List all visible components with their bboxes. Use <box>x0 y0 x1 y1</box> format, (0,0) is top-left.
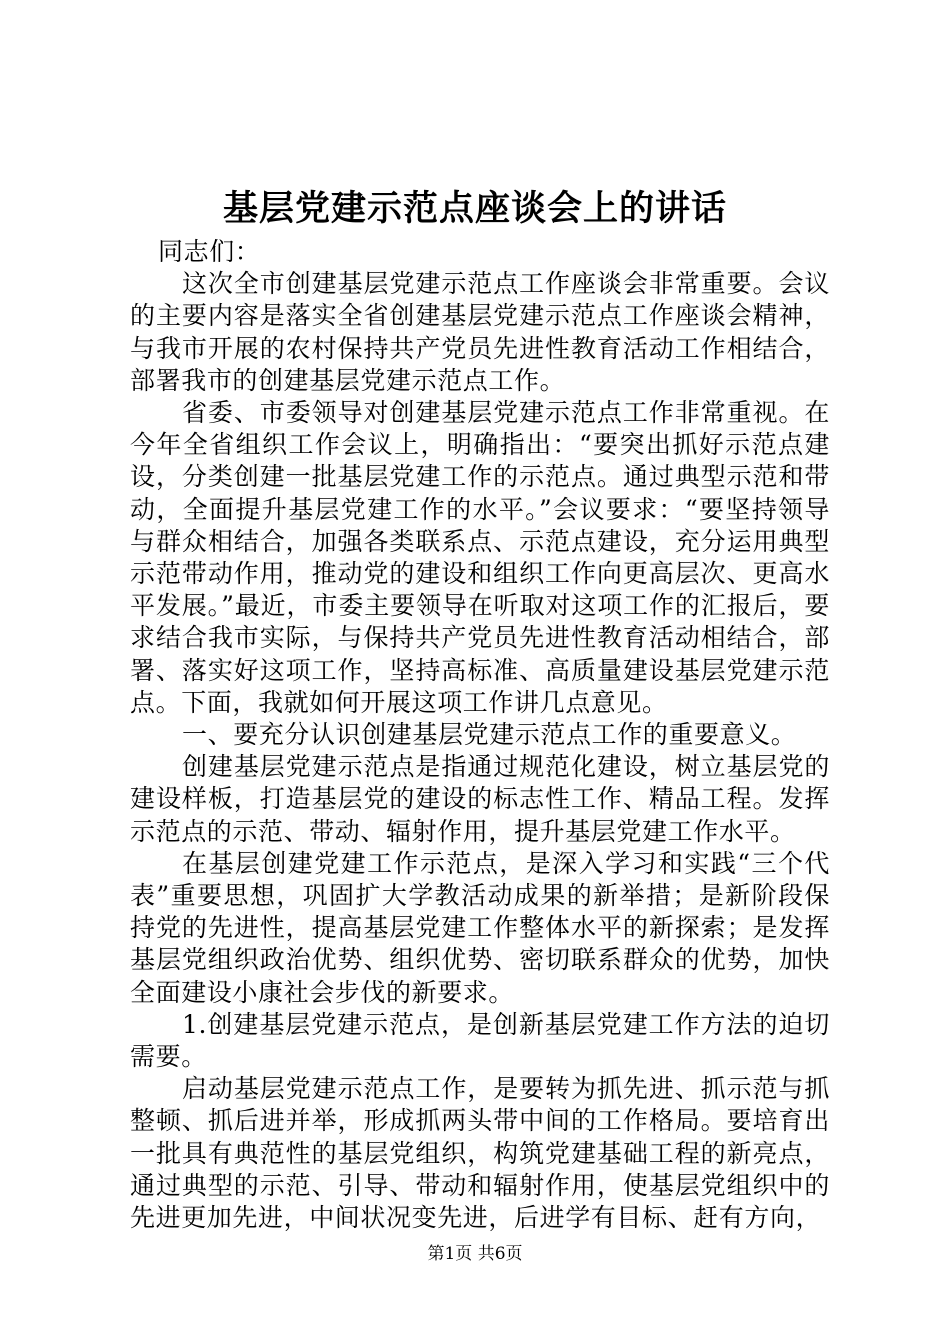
page-number-footer: 第1页 共6页 <box>427 1244 523 1264</box>
salutation: 同志们： <box>158 237 261 266</box>
paragraph: 启动基层党建示范点工作，是要转为抓先进、抓示范与抓整顿、抓后进并举，形成抓两头带中间的工作格局。要培育出一批具有典范性的基层党组织，构筑党建基础工程的新亮点，通过典型的示范、引导、带动和辐射作用，使基层党组织中的先进更加先进，中间状况变先进，后进学有目标、赶有方向， <box>130 1074 830 1233</box>
paragraph: 创建基层党建示范点是指通过规范化建设，树立基层党的建设样板，打造基层党的建设的标志性工作、精品工程。发挥示范点的示范、带动、辐射作用，提升基层党建工作水平。 <box>130 752 830 846</box>
paragraph: 这次全市创建基层党建示范点工作座谈会非常重要。会议的主要内容是落实全省创建基层党建示范点工作座谈会精神，与我市开展的农村保持共产党员先进性教育活动工作相结合，部署我市的创建基层党建示范点工作。 <box>130 269 830 395</box>
document-title: 基层党建示范点座谈会上的讲话 <box>222 188 727 229</box>
subsection-heading: 1.创建基层党建示范点，是创新基层党建工作方法的迫切需要。 <box>130 1009 830 1072</box>
section-heading: 一、要充分认识创建基层党建示范点工作的重要意义。 <box>182 720 797 750</box>
paragraph: 省委、市委领导对创建基层党建示范点工作非常重视。在今年全省组织工作会议上，明确指出：“要突出抓好示范点建设，分类创建一批基层党建工作的示范点。通过典型示范和带动，全面提升基层党建工作的水平。”会议要求：“要坚持领导与群众相结合，加强各类联系点、示范点建设，充分运用典型示范带动作用，推动党的建设和组织工作向更高层次、更高水平发展。”最近，市委主要领导在听取对这项工作的汇报后，要求结合我市实际，与保持共产党员先进性教育活动相结合，部署、落实好这项工作，坚持高标准、高质量建设基层党建示范点。下面，我就如何开展这项工作讲几点意见。 <box>130 398 830 717</box>
document-body <box>130 236 830 1234</box>
paragraph: 在基层创建党建工作示范点，是深入学习和实践“三个代表”重要思想，巩固扩大学教活动成果的新举措；是新阶段保持党的先进性，提高基层党建工作整体水平的新探索；是发挥基层党组织政治优势、组织优势、密切联系群众的优势，加快全面建设小康社会步伐的新要求。 <box>130 848 830 1007</box>
